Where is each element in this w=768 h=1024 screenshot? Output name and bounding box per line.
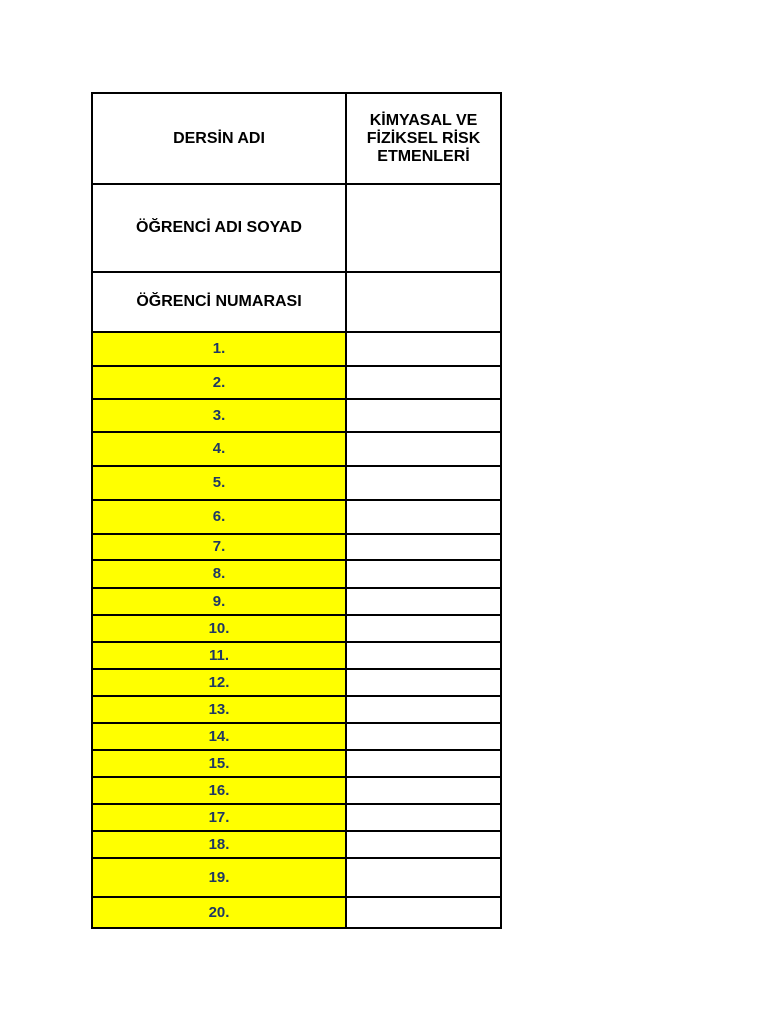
answer-cell[interactable] xyxy=(346,696,501,723)
answer-cell[interactable] xyxy=(346,777,501,804)
student-number-label: ÖĞRENCİ NUMARASI xyxy=(92,272,346,332)
student-name-field[interactable] xyxy=(346,184,501,272)
question-row xyxy=(92,588,501,615)
question-number: 17. xyxy=(92,804,346,831)
question-row xyxy=(92,777,501,804)
answer-cell[interactable] xyxy=(346,750,501,777)
question-row xyxy=(92,366,501,399)
question-row xyxy=(92,642,501,669)
answer-cell[interactable] xyxy=(346,534,501,560)
answer-cell[interactable] xyxy=(346,466,501,500)
question-number: 8. xyxy=(92,560,346,588)
answer-cell[interactable] xyxy=(346,366,501,399)
student-name-row xyxy=(92,184,501,272)
question-number: 7. xyxy=(92,534,346,560)
student-name-label: ÖĞRENCİ ADI SOYAD xyxy=(92,184,346,272)
answer-cell[interactable] xyxy=(346,723,501,750)
student-number-row xyxy=(92,272,501,332)
question-number: 4. xyxy=(92,432,346,466)
question-number: 10. xyxy=(92,615,346,642)
question-number: 5. xyxy=(92,466,346,500)
question-row xyxy=(92,432,501,466)
answer-cell[interactable] xyxy=(346,858,501,897)
question-number: 14. xyxy=(92,723,346,750)
answer-cell[interactable] xyxy=(346,588,501,615)
answer-cell[interactable] xyxy=(346,432,501,466)
question-number: 20. xyxy=(92,897,346,928)
answer-cell[interactable] xyxy=(346,399,501,432)
question-number: 15. xyxy=(92,750,346,777)
answer-cell[interactable] xyxy=(346,560,501,588)
answer-cell[interactable] xyxy=(346,804,501,831)
answer-cell[interactable] xyxy=(346,332,501,366)
question-row xyxy=(92,500,501,534)
question-row xyxy=(92,560,501,588)
question-row xyxy=(92,615,501,642)
question-number: 9. xyxy=(92,588,346,615)
question-number: 16. xyxy=(92,777,346,804)
question-row xyxy=(92,831,501,858)
question-number: 13. xyxy=(92,696,346,723)
student-number-field[interactable] xyxy=(346,272,501,332)
answer-cell[interactable] xyxy=(346,500,501,534)
answer-cell[interactable] xyxy=(346,642,501,669)
question-row xyxy=(92,332,501,366)
question-row xyxy=(92,897,501,928)
course-value[interactable]: KİMYASAL VE FİZİKSEL RİSK ETMENLERİ xyxy=(346,93,501,184)
question-row xyxy=(92,858,501,897)
question-number: 6. xyxy=(92,500,346,534)
answer-cell[interactable] xyxy=(346,615,501,642)
question-row xyxy=(92,750,501,777)
question-row xyxy=(92,399,501,432)
question-number: 12. xyxy=(92,669,346,696)
answer-cell[interactable] xyxy=(346,831,501,858)
question-number: 18. xyxy=(92,831,346,858)
question-row xyxy=(92,669,501,696)
question-number: 1. xyxy=(92,332,346,366)
question-row xyxy=(92,804,501,831)
question-number: 11. xyxy=(92,642,346,669)
answer-cell[interactable] xyxy=(346,897,501,928)
answer-sheet-table xyxy=(91,92,502,929)
answer-cell[interactable] xyxy=(346,669,501,696)
question-row xyxy=(92,534,501,560)
question-row xyxy=(92,696,501,723)
question-row xyxy=(92,466,501,500)
question-number: 3. xyxy=(92,399,346,432)
course-label: DERSİN ADI xyxy=(92,93,346,184)
question-number: 2. xyxy=(92,366,346,399)
question-number: 19. xyxy=(92,858,346,897)
course-row xyxy=(92,93,501,184)
question-row xyxy=(92,723,501,750)
